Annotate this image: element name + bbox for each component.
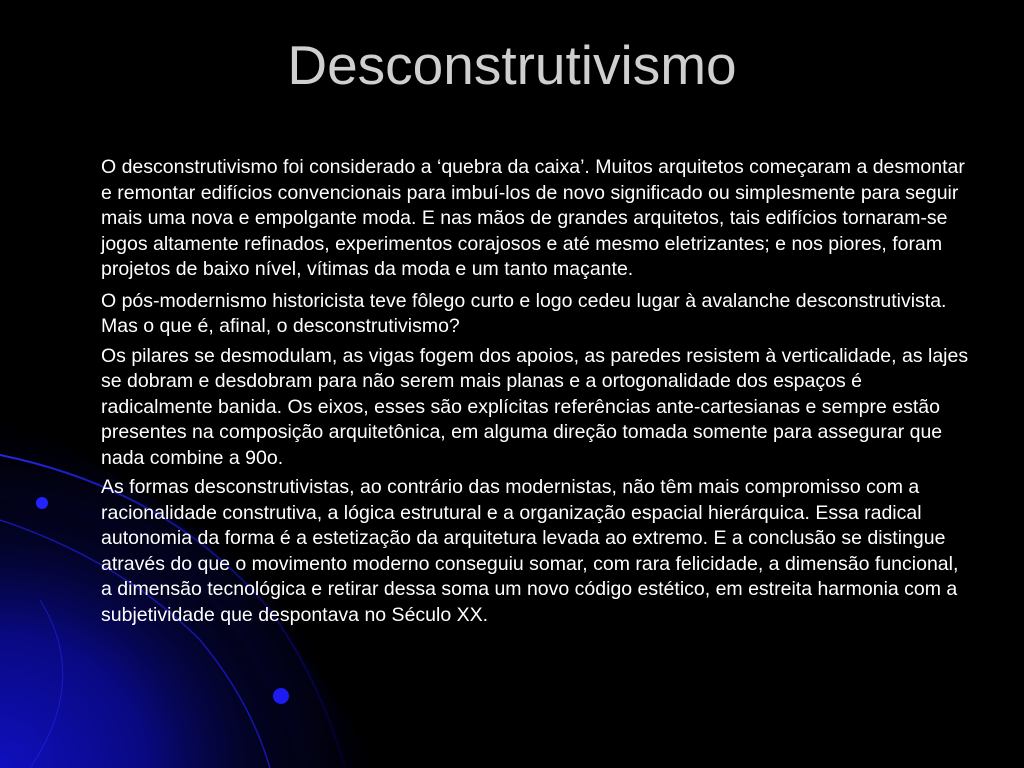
paragraph-1: O desconstrutivismo foi considerado a ‘quebra da caixa’. Muitos arquitetos começaram a desmontar e remontar edifícios convencionais para imbuí-los de novo significado ou simplesmente para seguir mais uma nova e empolgante moda. E nas mãos de grandes arquitetos, tais edifícios tornaram-se jogos altamente refinados, experimentos corajosos e até mesmo eletrizantes; e nos piores, foram projetos de baixo nível, vítimas da moda e um tanto maçante. [101,156,965,280]
blue-dot-2 [273,688,289,704]
paragraph-2: O pós-modernismo historicista teve fôlego curto e logo cedeu lugar à avalanche desconstrutivista. Mas o que é, afinal, o desconstrutivismo? [101,289,947,337]
blue-dot-1 [36,497,48,509]
paragraph-3: Os pilares se desmodulam, as vigas fogem dos apoios, as paredes resistem à verticalidade, as lajes se dobram e desdobram para não serem mais planas e a ortogonalidade dos espaços é radicalmente banida. Os eixos, esses são explícitas referências ante-cartesianas e sempre estão presentes na composição arquitetônica, em alguma direção tomada somente para assegurar que nada combine a 90o. [101,344,969,469]
slide-body [101,155,971,632]
paragraph-4: As formas desconstrutivistas, ao contrário das modernistas, não têm mais compromisso com a racionalidade construtiva, a lógica estrutural e a organização espacial hierárquica. Essa radical autonomia da forma é a estetização da arquitetura levada ao extremo. E a conclusão se distingue através do que o movimento moderno conseguiu somar, com rara felicidade, a dimensão funcional, a dimensão tecnológica e retirar dessa soma um novo código estético, em estreita harmonia com a subjetividade que despontava no Século XX. [101,476,959,626]
slide-title: Desconstrutivismo [287,34,737,96]
